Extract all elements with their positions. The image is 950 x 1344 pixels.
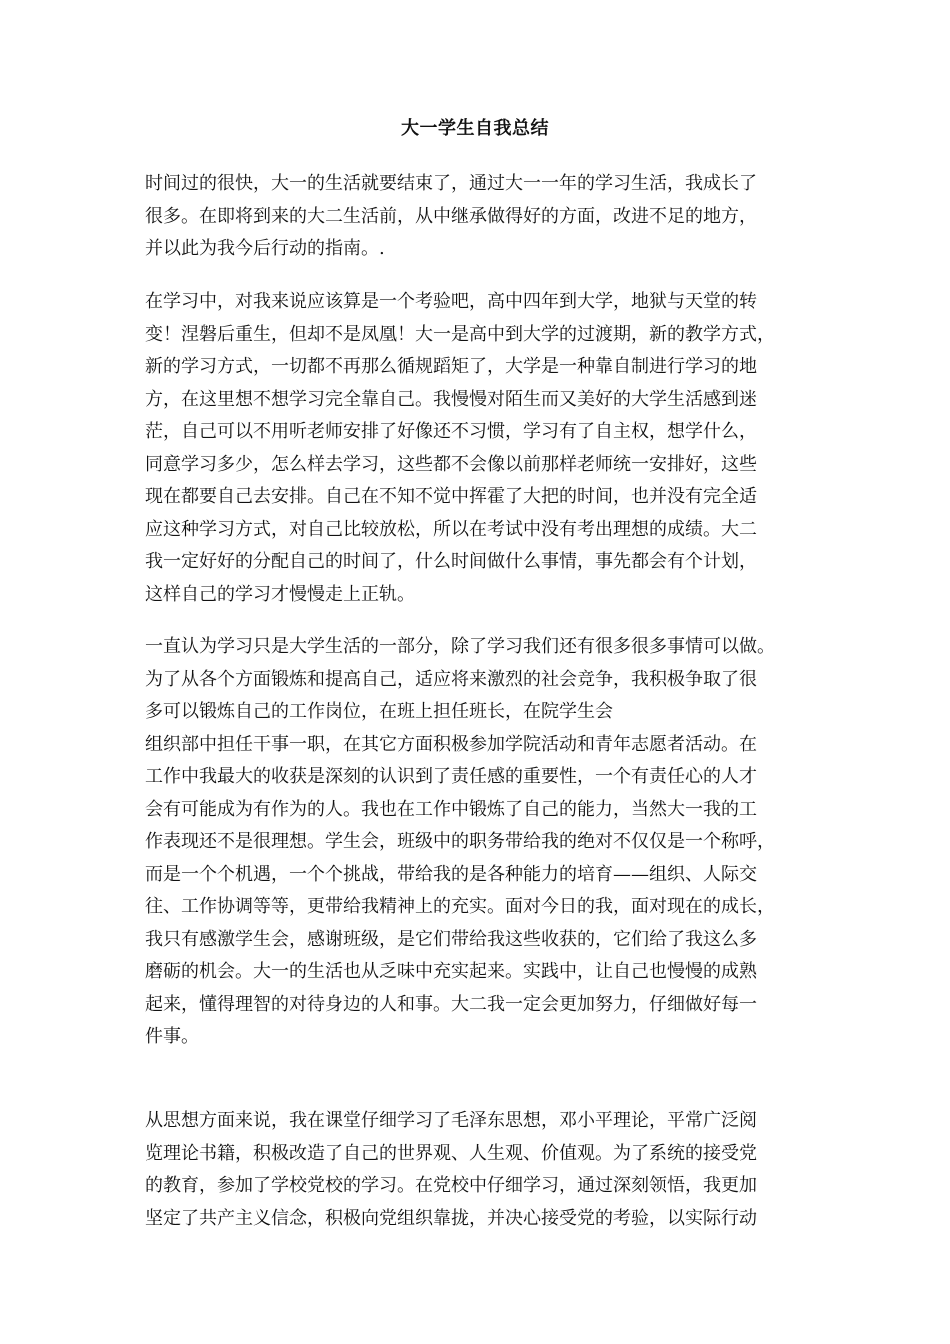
text-line: 这样自己的学习才慢慢走上正轨。 (145, 583, 415, 605)
paragraph-study (145, 286, 805, 611)
text-line: 往、工作协调等等，更带给我精神上的充实。面对今日的我，面对现在的成长， (145, 896, 775, 917)
text-line: 多可以锻炼自己的工作岗位，在班上担任班长，在院学生会 (145, 701, 613, 722)
text-line: 件事。 (145, 1026, 199, 1047)
text-line: 组织部中担任干事一职，在其它方面积极参加学院活动和青年志愿者活动。在 (145, 733, 757, 755)
text-line: 并以此为我今后行动的指南。. (145, 238, 385, 259)
text-line: 坚定了共产主义信念，积极向党组织靠拢，并决心接受党的考验，以实际行动 (145, 1207, 757, 1229)
text-line: 起来，懂得理智的对待身边的人和事。大二我一定会更加努力，仔细做好每一 (145, 993, 757, 1015)
text-line: 会有可能成为有作为的人。我也在工作中锻炼了自己的能力，当然大一我的工 (145, 798, 757, 820)
text-line: 同意学习多少，怎么样去学习，这些都不会像以前那样老师统一安排好，这些 (145, 453, 757, 475)
text-line: 为了从各个方面锻炼和提高自己，适应将来激烈的社会竞争，我积极争取了很 (145, 668, 757, 690)
document-title: 大一学生自我总结 (401, 118, 549, 139)
text-line: 茫，自己可以不用听老师安排了好像还不习惯，学习有了自主权，想学什么， (145, 421, 757, 442)
text-line: 现在都要自己去安排。自己在不知不觉中挥霍了大把的时间，也并没有完全适 (145, 486, 757, 507)
text-line: 作表现还不是很理想。学生会，班级中的职务带给我的绝对不仅仅是一个称呼， (145, 831, 775, 852)
text-line: 工作中我最大的收获是深刻的认识到了责任感的重要性，一个有责任心的人才 (145, 766, 757, 787)
text-line: 我只有感激学生会，感谢班级，是它们带给我这些收获的，它们给了我这么多 (145, 928, 757, 950)
paragraph-ideology (145, 1105, 805, 1235)
text-line: 一直认为学习只是大学生活的一部分，除了学习我们还有很多很多事情可以做。 (145, 636, 775, 657)
text-line: 新的学习方式，一切都不再那么循规蹈矩了，大学是一种靠自制进行学习的地 (145, 356, 757, 377)
text-line: 而是一个个机遇，一个个挑战，带给我的是各种能力的培育——组织、人际交 (145, 863, 757, 885)
text-line: 很多。在即将到来的大二生活前，从中继承做得好的方面，改进不足的地方， (145, 205, 757, 227)
paragraph-introduction (145, 168, 805, 266)
text-line: 从思想方面来说，我在课堂仔细学习了毛泽东思想，邓小平理论，平常广泛阅 (145, 1110, 757, 1131)
text-line: 应这种学习方式，对自己比较放松，所以在考试中没有考出理想的成绩。大二 (145, 518, 757, 540)
paragraph-work (145, 631, 805, 1054)
text-line: 我一定好好的分配自己的时间了，什么时间做什么事情，事先都会有个计划， (145, 551, 757, 572)
text-line: 览理论书籍，积极改造了自己的世界观、人生观、价值观。为了系统的接受党 (145, 1142, 757, 1164)
text-line: 时间过的很快，大一的生活就要结束了，通过大一一年的学习生活，我成长了 (145, 173, 757, 194)
text-line: 磨砺的机会。大一的生活也从乏味中充实起来。实践中，让自己也慢慢的成熟 (145, 961, 757, 982)
text-line: 的教育，参加了学校党校的学习。在党校中仔细学习，通过深刻领悟，我更加 (145, 1175, 757, 1196)
text-line: 在学习中，对我来说应该算是一个考验吧，高中四年到大学，地狱与天堂的转 (145, 291, 757, 312)
text-line: 方，在这里想不想学习完全靠自己。我慢慢对陌生而又美好的大学生活感到迷 (145, 388, 757, 410)
text-line: 变！涅磐后重生，但却不是凤凰！大一是高中到大学的过渡期，新的教学方式， (145, 323, 775, 345)
